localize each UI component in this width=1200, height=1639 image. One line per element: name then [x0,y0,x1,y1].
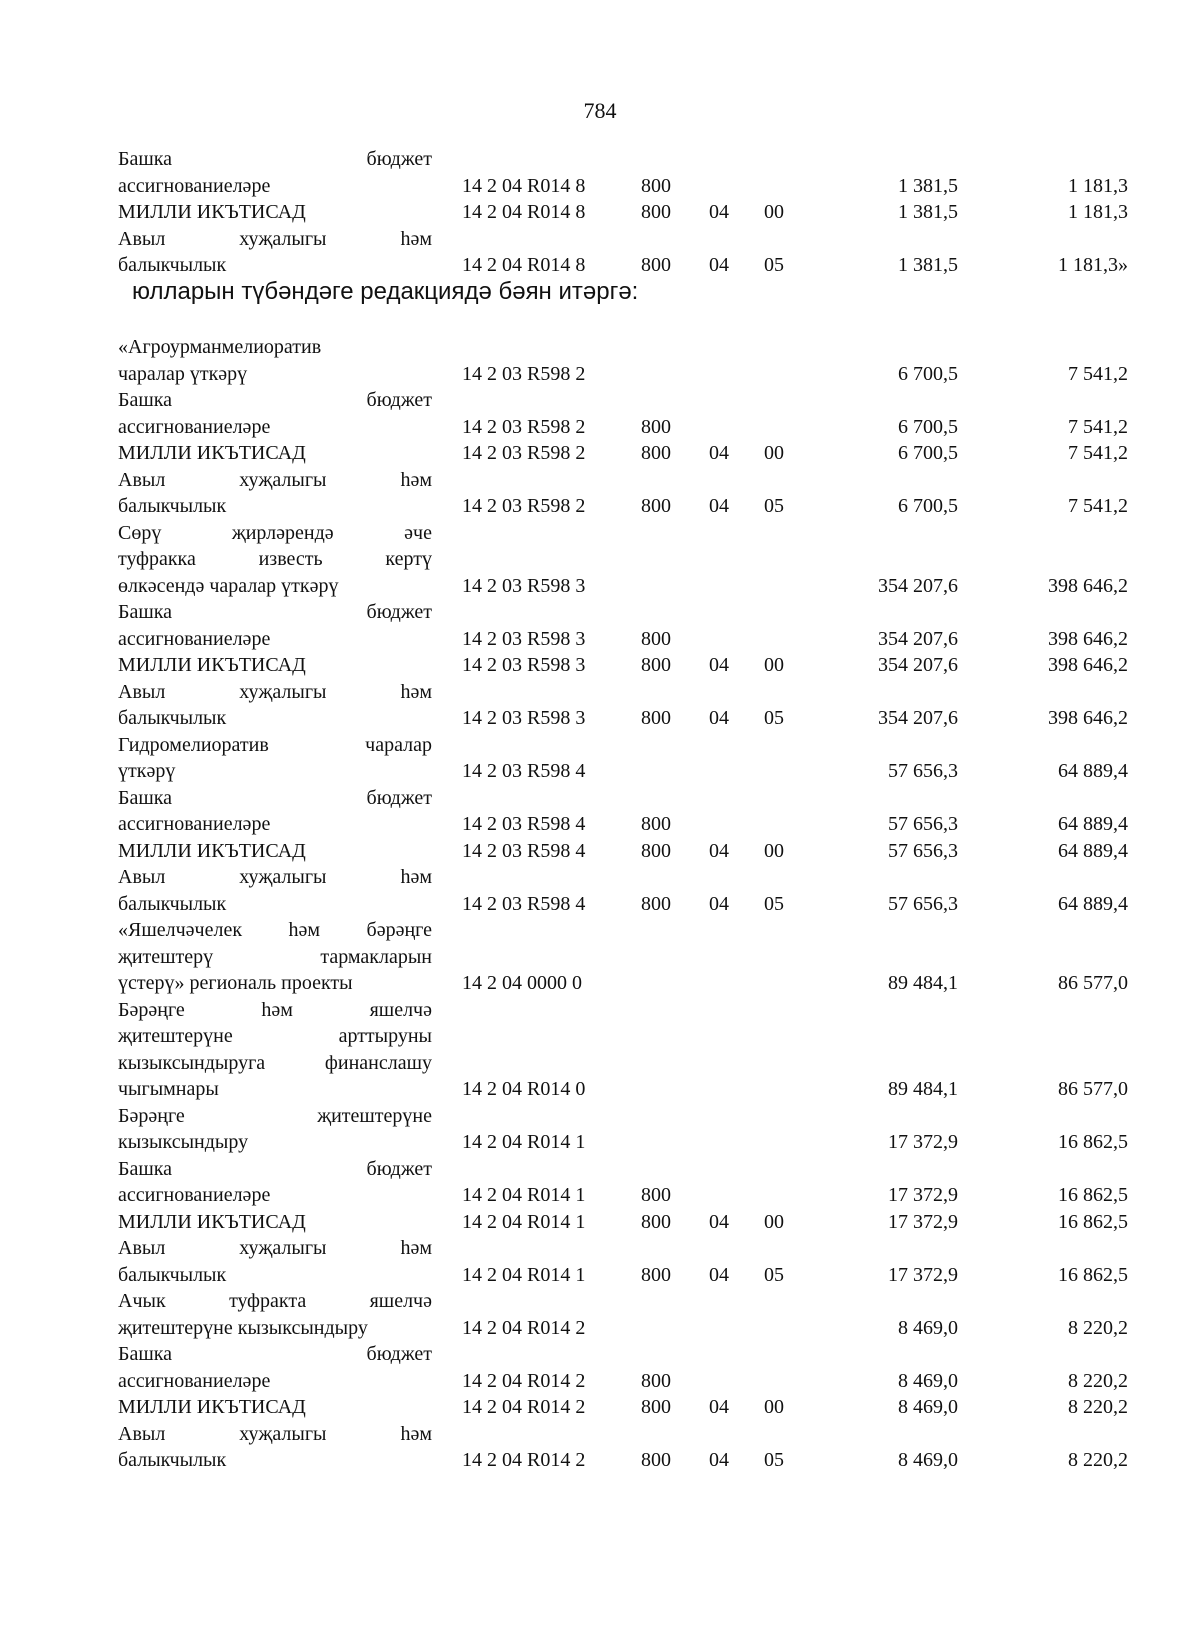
row-name: Башка бюджет [118,1157,432,1180]
row-code: 14 2 03 R598 2 [462,442,586,464]
row-expense-type: 800 [641,1263,671,1286]
row-amount-year2: 16 862,5 [1058,1263,1128,1286]
row-name: үткәрү [118,760,176,782]
row-code: 14 2 04 R014 8 [462,174,586,197]
table-row [0,1023,1200,1050]
row-code: 14 2 04 R014 1 [462,1263,586,1286]
row-amount-year2: 8 220,2 [1068,1316,1128,1339]
table-row [0,811,1200,838]
row-name: Башка бюджет [118,601,432,623]
row-section: 04 [709,495,729,517]
row-amount-year2: 8 220,2 [1068,1396,1128,1418]
table-row [0,573,1200,600]
row-name: Сөрү җирләрендә әче [118,521,432,544]
row-code: 14 2 03 R598 3 [462,654,586,676]
table-row [0,864,1200,891]
table-row [0,199,1200,226]
table-row [0,732,1200,759]
row-amount-year2: 8 220,2 [1068,1449,1128,1471]
table-row [0,1368,1200,1395]
row-amount-year2: 7 541,2 [1068,362,1128,385]
row-subsection: 05 [764,1449,784,1471]
row-subsection: 05 [764,892,784,915]
table-row [0,334,1200,361]
row-amount-year2: 16 862,5 [1058,1131,1128,1153]
row-code: 14 2 04 R014 1 [462,1210,586,1233]
row-expense-type: 800 [641,813,671,835]
table-row [0,838,1200,865]
table-row [0,1447,1200,1474]
row-amount-year1: 354 207,6 [878,654,958,676]
row-section: 04 [709,442,729,464]
table-row [0,1129,1200,1156]
row-name: Авыл хуҗалыгы һәм [118,1422,432,1445]
row-amount-year1: 89 484,1 [888,1078,958,1100]
row-subsection: 00 [764,1210,784,1233]
row-section: 04 [709,654,729,676]
row-amount-year2: 1 181,3 [1068,201,1128,223]
row-name: балыкчылык [118,1263,227,1286]
row-subsection: 00 [764,201,784,223]
row-code: 14 2 03 R598 2 [462,362,586,385]
row-subsection: 00 [764,1396,784,1418]
table-row [0,679,1200,706]
row-name: чыгымнары [118,1078,219,1100]
row-name: балыкчылык [118,1449,227,1471]
row-expense-type: 800 [641,1449,671,1471]
table-row [0,891,1200,918]
table-row [0,173,1200,200]
row-code: 14 2 04 R014 2 [462,1396,586,1418]
row-section: 04 [709,1263,729,1286]
table-row [0,1103,1200,1130]
row-amount-year1: 57 656,3 [888,892,958,915]
table-row [0,226,1200,253]
row-expense-type: 800 [641,654,671,676]
table-row [0,146,1200,173]
row-name: Башка бюджет [118,786,432,809]
row-code: 14 2 03 R598 3 [462,627,586,650]
row-name: Авыл хуҗалыгы һәм [118,468,432,491]
row-amount-year2: 7 541,2 [1068,415,1128,438]
heading-block [0,277,1200,311]
row-amount-year2: 398 646,2 [1048,574,1128,597]
table-row [0,1421,1200,1448]
row-code: 14 2 03 R598 2 [462,415,586,438]
row-name: җитештерүне кызыксындыру [118,1316,368,1339]
table-row [0,917,1200,944]
row-amount-year1: 354 207,6 [878,707,958,729]
row-name: Авыл хуҗалыгы һәм [118,866,432,888]
row-amount-year1: 354 207,6 [878,627,958,650]
table-row [0,1076,1200,1103]
row-subsection: 05 [764,1263,784,1286]
page-number: 784 [583,98,617,123]
row-amount-year1: 6 700,5 [898,362,958,385]
row-amount-year1: 8 469,0 [898,1316,958,1339]
row-subsection: 05 [764,495,784,517]
row-name: балыкчылык [118,495,227,517]
table-row [0,1156,1200,1183]
row-amount-year2: 16 862,5 [1058,1210,1128,1233]
row-name: МИЛЛИ ИКЪТИСАД [118,1396,306,1418]
row-amount-year2: 7 541,2 [1068,495,1128,517]
row-section: 04 [709,707,729,729]
row-name: МИЛЛИ ИКЪТИСАД [118,1210,306,1233]
table-row [0,599,1200,626]
row-expense-type: 800 [641,1396,671,1418]
row-name: Авыл хуҗалыгы һәм [118,227,432,250]
row-code: 14 2 04 R014 0 [462,1078,586,1100]
row-amount-year1: 57 656,3 [888,813,958,835]
row-section: 04 [709,839,729,862]
row-amount-year2: 398 646,2 [1048,654,1128,676]
row-section: 04 [709,1396,729,1418]
row-subsection: 05 [764,254,784,276]
row-name: җитештерү тармакларын [118,945,432,968]
row-section: 04 [709,201,729,223]
row-name: Авыл хуҗалыгы һәм [118,1237,432,1259]
row-code: 14 2 04 R014 2 [462,1316,586,1339]
row-amount-year1: 17 372,9 [888,1210,958,1233]
row-name: МИЛЛИ ИКЪТИСАД [118,442,306,464]
table-row [0,520,1200,547]
row-amount-year2: 8 220,2 [1068,1369,1128,1392]
row-subsection: 00 [764,654,784,676]
row-name: балыкчылык [118,892,227,915]
table-row [0,546,1200,573]
table-row [0,414,1200,441]
row-code: 14 2 04 R014 8 [462,254,586,276]
row-amount-year1: 1 381,5 [898,254,958,276]
row-amount-year1: 6 700,5 [898,495,958,517]
row-amount-year1: 17 372,9 [888,1184,958,1206]
row-amount-year1: 89 484,1 [888,972,958,994]
row-name: чаралар үткәрү [118,362,248,385]
table-row [0,1341,1200,1368]
table-row [0,705,1200,732]
row-expense-type: 800 [641,1210,671,1233]
row-amount-year2: 7 541,2 [1068,442,1128,464]
row-expense-type: 800 [641,627,671,650]
table-row [0,1050,1200,1077]
row-code: 14 2 03 R598 4 [462,813,586,835]
row-name: МИЛЛИ ИКЪТИСАД [118,839,306,862]
table-row [0,440,1200,467]
row-subsection: 00 [764,442,784,464]
row-name: җитештерүне арттыруны [118,1025,432,1047]
table-row [0,252,1200,279]
amendment-heading: юлларын түбәндәге редакциядә бәян итәргә: [132,278,639,305]
row-amount-year1: 17 372,9 [888,1263,958,1286]
row-name: Ачык туфракта яшелчә [118,1290,432,1312]
row-amount-year2: 1 181,3 [1068,174,1128,197]
table-row [0,944,1200,971]
row-amount-year1: 57 656,3 [888,760,958,782]
row-amount-year1: 354 207,6 [878,574,958,597]
table-row [0,493,1200,520]
row-code: 14 2 03 R598 4 [462,760,586,782]
row-amount-year2: 86 577,0 [1058,1078,1128,1100]
row-expense-type: 800 [641,415,671,438]
row-expense-type: 800 [641,839,671,862]
row-amount-year2: 16 862,5 [1058,1184,1128,1206]
table-row [0,626,1200,653]
row-name: ассигнованиеләре [118,813,271,835]
row-code: 14 2 04 0000 0 [462,972,582,994]
row-amount-year1: 8 469,0 [898,1396,958,1418]
row-amount-year1: 57 656,3 [888,839,958,862]
row-amount-year2: 64 889,4 [1058,839,1128,862]
row-subsection: 00 [764,839,784,862]
row-name: балыкчылык [118,707,227,729]
row-code: 14 2 04 R014 8 [462,201,586,223]
row-amount-year2: 398 646,2 [1048,627,1128,650]
row-expense-type: 800 [641,707,671,729]
row-amount-year2: 64 889,4 [1058,813,1128,835]
table-row [0,785,1200,812]
table-block-before [0,146,1200,279]
row-name: үстерү» региональ проекты [118,972,353,994]
table-row [0,387,1200,414]
table-row [0,1394,1200,1421]
row-section: 04 [709,892,729,915]
row-name: МИЛЛИ ИКЪТИСАД [118,201,306,223]
row-expense-type: 800 [641,892,671,915]
row-expense-type: 800 [641,254,671,276]
row-name: кызыксындыруга финанслашу [118,1051,432,1074]
row-amount-year1: 1 381,5 [898,174,958,197]
table-row [0,1262,1200,1289]
row-name: Башка бюджет [118,1343,432,1365]
row-code: 14 2 03 R598 2 [462,495,586,517]
row-amount-year2: 86 577,0 [1058,972,1128,994]
table-row [0,467,1200,494]
table-row [0,997,1200,1024]
row-expense-type: 800 [641,442,671,464]
row-amount-year2: 64 889,4 [1058,892,1128,915]
row-code: 14 2 04 R014 2 [462,1449,586,1471]
row-name: балыкчылык [118,254,227,276]
row-code: 14 2 03 R598 3 [462,707,586,729]
table-block-after [0,334,1200,1474]
row-name: кызыксындыру [118,1131,249,1153]
row-section: 04 [709,1449,729,1471]
row-name: ассигнованиеләре [118,627,271,650]
row-code: 14 2 03 R598 3 [462,574,586,597]
row-expense-type: 800 [641,495,671,517]
row-name: өлкәсендә чаралар үткәрү [118,574,339,597]
row-expense-type: 800 [641,1369,671,1392]
table-row [0,1288,1200,1315]
row-name: Авыл хуҗалыгы һәм [118,680,432,703]
row-name: туфракка известь кертү [118,548,432,570]
row-name: Бәрәңге җитештерүне [118,1104,432,1127]
row-name: ассигнованиеләре [118,1184,271,1206]
row-amount-year2: 64 889,4 [1058,760,1128,782]
table-row [0,758,1200,785]
row-amount-year1: 6 700,5 [898,442,958,464]
row-name: ассигнованиеләре [118,1369,271,1392]
row-amount-year2: 1 181,3» [1058,254,1128,276]
row-name: ассигнованиеләре [118,415,271,438]
row-amount-year1: 1 381,5 [898,201,958,223]
row-code: 14 2 04 R014 1 [462,1184,586,1206]
table-row [0,361,1200,388]
row-expense-type: 800 [641,1184,671,1206]
row-expense-type: 800 [641,174,671,197]
row-section: 04 [709,1210,729,1233]
table-row [0,1209,1200,1236]
row-amount-year1: 8 469,0 [898,1449,958,1471]
row-amount-year1: 17 372,9 [888,1131,958,1153]
row-name: «Агроурманмелиоратив [118,336,322,358]
table-row [0,1315,1200,1342]
row-code: 14 2 04 R014 1 [462,1131,586,1153]
row-expense-type: 800 [641,201,671,223]
row-section: 04 [709,254,729,276]
table-row [0,652,1200,679]
table-row [0,1235,1200,1262]
row-amount-year1: 8 469,0 [898,1369,958,1392]
row-name: Башка бюджет [118,148,432,170]
row-name: Бәрәңге һәм яшелчә [118,998,432,1021]
row-name: ассигнованиеләре [118,174,271,197]
row-name: «Яшелчәчелек һәм бәрәңге [118,919,432,941]
row-amount-year2: 398 646,2 [1048,707,1128,729]
row-code: 14 2 03 R598 4 [462,892,586,915]
row-name: Башка бюджет [118,389,432,411]
row-code: 14 2 04 R014 2 [462,1369,586,1392]
row-subsection: 05 [764,707,784,729]
table-row [0,970,1200,997]
table-row [0,1182,1200,1209]
row-name: Гидромелиоратив чаралар [118,733,432,756]
row-name: МИЛЛИ ИКЪТИСАД [118,654,306,676]
row-amount-year1: 6 700,5 [898,415,958,438]
row-code: 14 2 03 R598 4 [462,839,586,862]
